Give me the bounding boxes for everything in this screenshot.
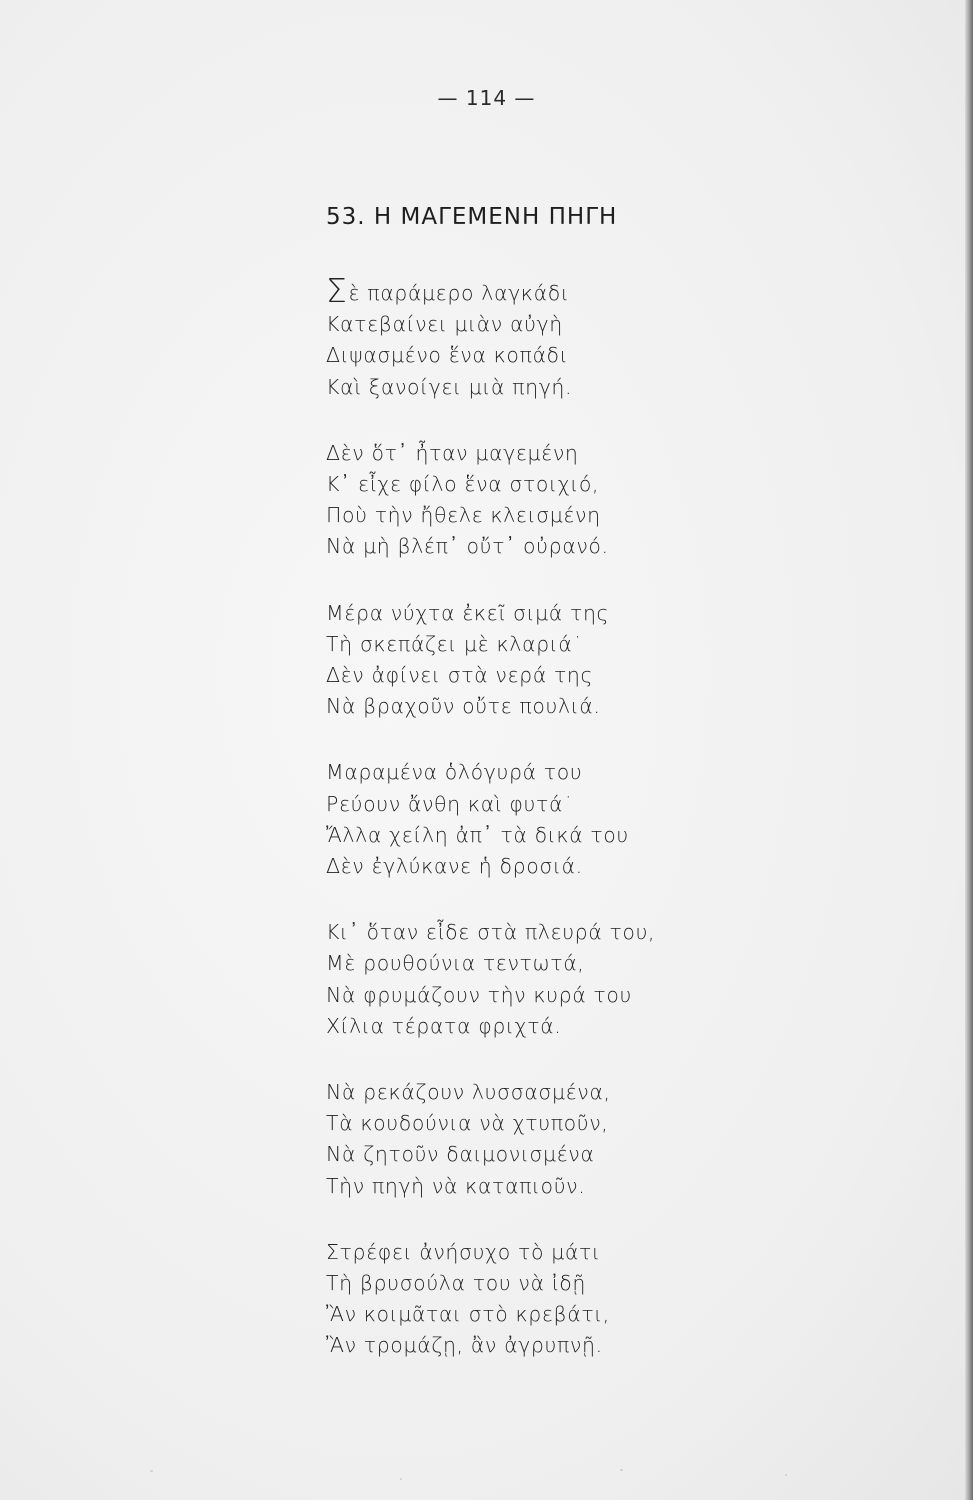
poem-line: Καὶ ξανοίγει μιὰ πηγή. (326, 374, 573, 399)
poem-line: Δὲν ὅτ᾽ ἦταν μαγεμένη (326, 440, 579, 465)
stanza (326, 757, 866, 882)
poem-line: Νὰ ζητοῦν δαιμονισμένα (326, 1142, 595, 1167)
stanza (326, 438, 866, 563)
poem-line: Διψασμένο ἕνα κοπάδι (326, 343, 569, 368)
poem-line: Μαραμένα ὁλόγυρά του (326, 760, 583, 785)
page-number: — 114 — (437, 86, 536, 110)
drop-capital: Σ (326, 271, 348, 310)
poem-line: Τὴ βρυσούλα του νὰ ἰδῇ (326, 1271, 586, 1296)
poem-line: Νὰ μὴ βλέπ᾽ οὔτ᾽ οὐρανό. (326, 534, 609, 559)
poem-body (326, 271, 866, 1397)
poem-title: 53. Η ΜΑΓΕΜΕΝΗ ΠΗΓΗ (326, 204, 618, 230)
poem-line: Τὴ σκεπάζει μὲ κλαριά˙ (326, 631, 584, 656)
poem-line: Μὲ ρουθούνια τεντωτά, (326, 951, 585, 976)
poem-line: Δὲν ἀφίνει στὰ νερά της (326, 663, 594, 688)
stanza (326, 598, 866, 723)
paper-speck (785, 1474, 787, 1476)
poem-line: Νὰ ρεκάζουν λυσσασμένα, (326, 1080, 611, 1105)
paper-speck (400, 1478, 402, 1480)
poem-line: Ἄλλα χείλη ἀπ᾽ τὰ δικά του (326, 822, 629, 847)
poem-line: Κι᾽ ὅταν εἶδε στὰ πλευρά του, (326, 920, 656, 945)
poem-line: Κ᾽ εἶχε φίλο ἕνα στοιχιό, (326, 472, 600, 497)
page-edge-shadow (965, 0, 973, 1500)
poem-line: Ποὺ τὴν ἤθελε κλεισμένη (326, 503, 601, 528)
stanza (326, 271, 866, 403)
poem-line: Ἂν τρομάζῃ, ἂν ἀγρυπνῇ. (326, 1333, 603, 1358)
poem-line: Σὲ παράμερο λαγκάδι (326, 271, 570, 310)
poem-line: Τὰ κουδούνια νὰ χτυποῦν, (326, 1111, 609, 1136)
poem-line: Μέρα νύχτα ἐκεῖ σιμά της (326, 600, 610, 625)
poem-line: Ἂν κοιμᾶται στὸ κρεβάτι, (326, 1302, 610, 1327)
poem-line: Στρέφει ἀνήσυχο τὸ μάτι (326, 1239, 601, 1264)
poem-line: Τὴν πηγὴ νὰ καταπιοῦν. (326, 1173, 586, 1198)
poem-line: Νὰ φρυμάζουν τὴν κυρά του (326, 982, 632, 1007)
stanza (326, 1077, 866, 1202)
stanza (326, 917, 866, 1042)
poem-line: Χίλια τέρατα φριχτά. (326, 1013, 562, 1038)
poem-line: Δὲν ἐγλύκανε ἡ δροσιά. (326, 854, 583, 879)
paper-speck (150, 1470, 153, 1472)
poem-line: Νὰ βραχοῦν οὔτε πουλιά. (326, 694, 601, 719)
poem-line: Κατεβαίνει μιὰν αὐγὴ (326, 312, 563, 337)
poem-line: Ρεύουν ἄνθη καὶ φυτά˙ (326, 791, 574, 816)
stanza (326, 1237, 866, 1362)
paper-speck (620, 1469, 623, 1471)
